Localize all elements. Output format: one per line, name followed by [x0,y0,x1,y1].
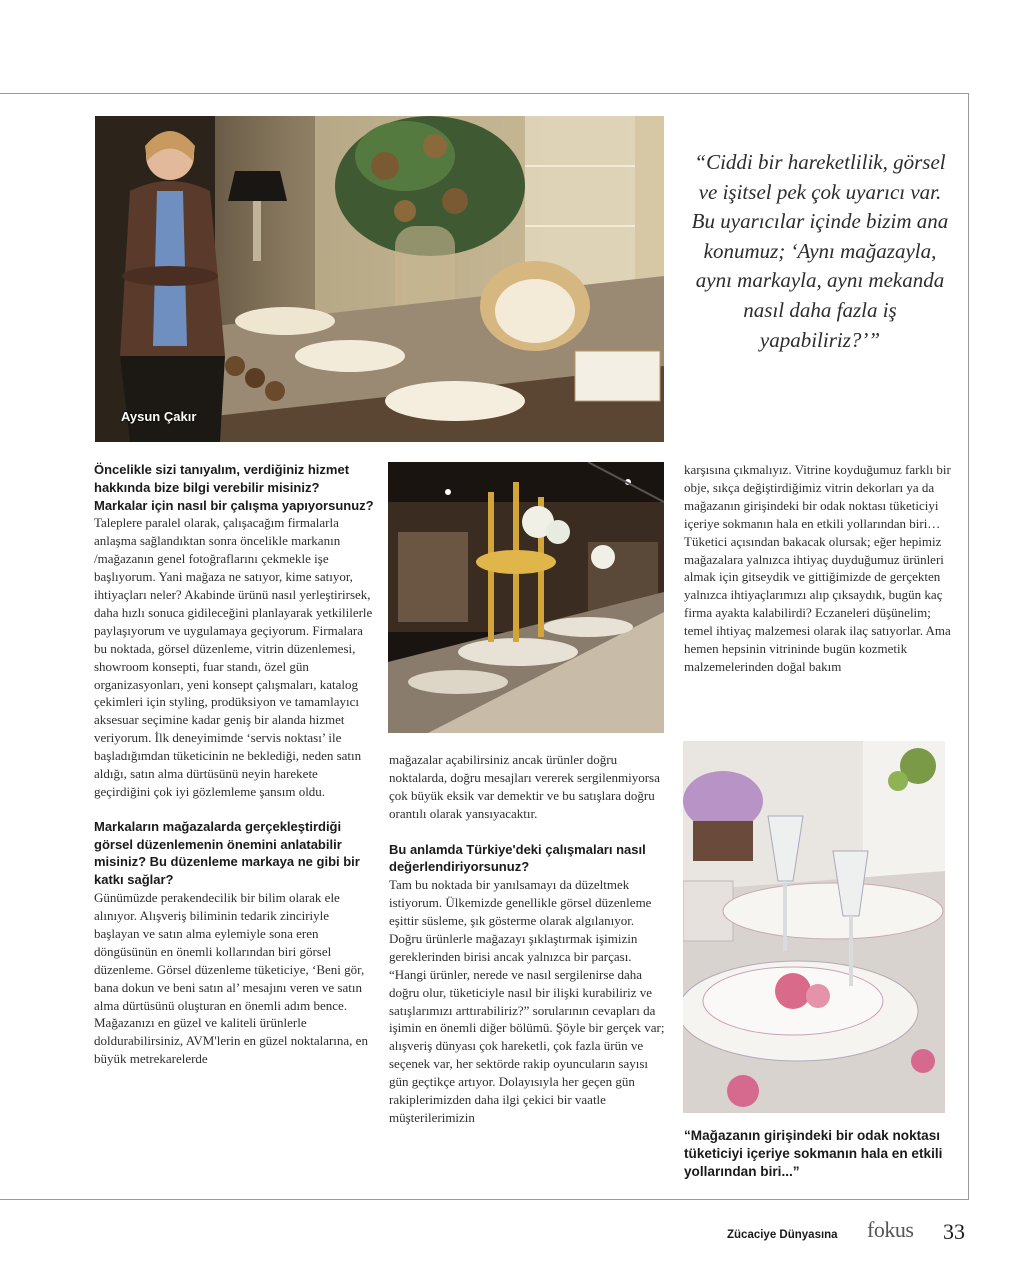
tableware-photo [683,741,945,1113]
answer-1: Taleplere paralel olarak, çalışacağım firmalarla anlaşma sağlandıktan sonra öncelikle markanın /mağazanın genel fotoğraflarını çekmekle işe başlıyorum. Yani mağaza ne satıyor, kime satıyor, ihtiyaçları neler? Akabinde ürünü nasıl yerleştirirsek, daha hızlı sonuca gidileceğini planlayarak yetkililerle paylaşıyorum ve uygulamaya geçiyorum. Firmalara bu noktada, görsel düzenleme, vitrin düzenlemesi, showroom konsepti, fuar standı, özel gün organizasyonları, yeni konsept çalışmaları, katalog çekimleri için styling, prodüksiyon ve tamamlayıcı aksesuar seçimine kadar geniş bir alanda hizmet veriyorum. İlk deneyimimde ‘servis noktası’ ile başladığımdan tüketicinin ne beklediği, neden satın aldığı, satın alma dürtüsünü neyin harekete geçirdiğini çok iyi gözlemleme şansım oldu. [94,515,373,799]
column-3 [684,461,954,676]
column-1 [94,461,374,1068]
pull-quote: “Ciddi bir hareketlilik, görsel ve işitsel pek çok uyarıcı var. Bu uyarıcılar içinde bizim ana konumuz; ‘Aynı mağazayla, aynı markayla, aynı mekanda nasıl daha fazla iş yapabiliriz?’” [691,150,949,352]
answer-2: Günümüzde perakendecilik bir bilim olarak ele alınıyor. Alışveriş biliminin tedarik zinciriyle başlayan ve satın alma eylemiyle sona eren döngüsünün en önemli kollarından biri görsel düzenleme. Görsel düzenleme tüketiciye, ‘Beni gör, bana dokun ve beni satın al’ mesajını veren ve satın alma dürtüsünü oluşturan en önemli adım bence. Mağazanızı en güzel ve kaliteli ürünlerle doldurabilirsiniz, AVM'lerin en güzel noktalarına, en büyük metrekarelerde [94,890,368,1067]
photo-caption-name: Aysun Çakır [121,409,197,424]
showroom-photo [388,462,664,733]
question-2: Markaların mağazalarda gerçekleştirdiği görsel düzenlemenin önemini anlatabilir misiniz? Bu düzenleme markaya ne gibi bir katkı sağlar? [94,818,360,888]
page-number: 33 [943,1219,965,1244]
question-3: Bu anlamda Türkiye'deki çalışmaları nasıl değerlendiriyorsunuz? [389,841,646,875]
footer-brand: Zücaciye Dünyasına [727,1229,838,1241]
paragraph-continuation: mağazalar açabilirsiniz ancak ürünler doğru noktalarda, doğru mesajları vererek sergilenmiyorsa çok büyük eksik var demektir ve bu satışlara doğru orantılı olarak yansıyacaktır. [389,752,660,821]
page-footer [727,1217,972,1247]
footer-logo: fokus [867,1217,914,1242]
question-1: Öncelikle sizi tanıyalım, verdiğiniz hizmet hakkında bize bilgi verebilir misiniz? Markalar için nasıl bir çalışma yapıyorsunuz? [94,462,374,513]
interview-photo [95,116,664,442]
column-2 [389,751,667,1127]
paragraph-continuation-2: karşısına çıkmalıyız. Vitrine koyduğumuz farklı bir obje, sıkça değiştirdiğimiz vitrin dekorları ya da mağazanın girişindeki bir odak noktası tüketiciyi içeriye sokmanın hala en etkili yollarından biri… Tüketici açısından bakacak olursak; eğer hepimiz mağazalara yalnızca ihtiyaç duyduğumuz ürünleri almak için gitseydik ve gittiğimizde de gerçekten yalnızca ihtiyaçlarımızı alıp çıksaydık, bugün kaç firma ayakta kalabilirdi? Eczaneleri düşünelim; temel ihtiyaç malzemesi olarak ilaç satıyorlar. Ama hemen hepsinin vitrininde bugün kozmetik malzemelerinden doğal bakım [684,462,951,674]
photo-caption-quote: “Mağazanın girişindeki bir odak noktası tüketiciyi içeriye sokmanın hala en etkili yollarından biri...” [684,1128,943,1179]
answer-3: Tam bu noktada bir yanılsamayı da düzeltmek istiyorum. Ülkemizde genellikle görsel düzenleme eşittir süsleme, şık gösterme olarak algılanıyor. Doğru ürünlerle mağazayı şıklaştırmak işimizin gereklerinden birisi ancak yalnızca bir parçası. “Hangi ürünler, nerede ve nasıl sergilenirse daha doğru olur, tüketiciyle nasıl bir ilişki kurabiliriz ve satışlarımızı arttırabiliriz?” sorularının cevapları da işimin en önemli diğer bölümü. Şöyle bir gerçek var; alışveriş dünyası çok hareketli, çok fazla ürün ve seçenek var, her sektörde rakip oyuncuların sayısı gün geçtikçe artıyor. Dolayısıyla her geçen gün rakiplerimizden daha ilgi çekici bir vaatle müşterilerimizin [389,877,665,1125]
